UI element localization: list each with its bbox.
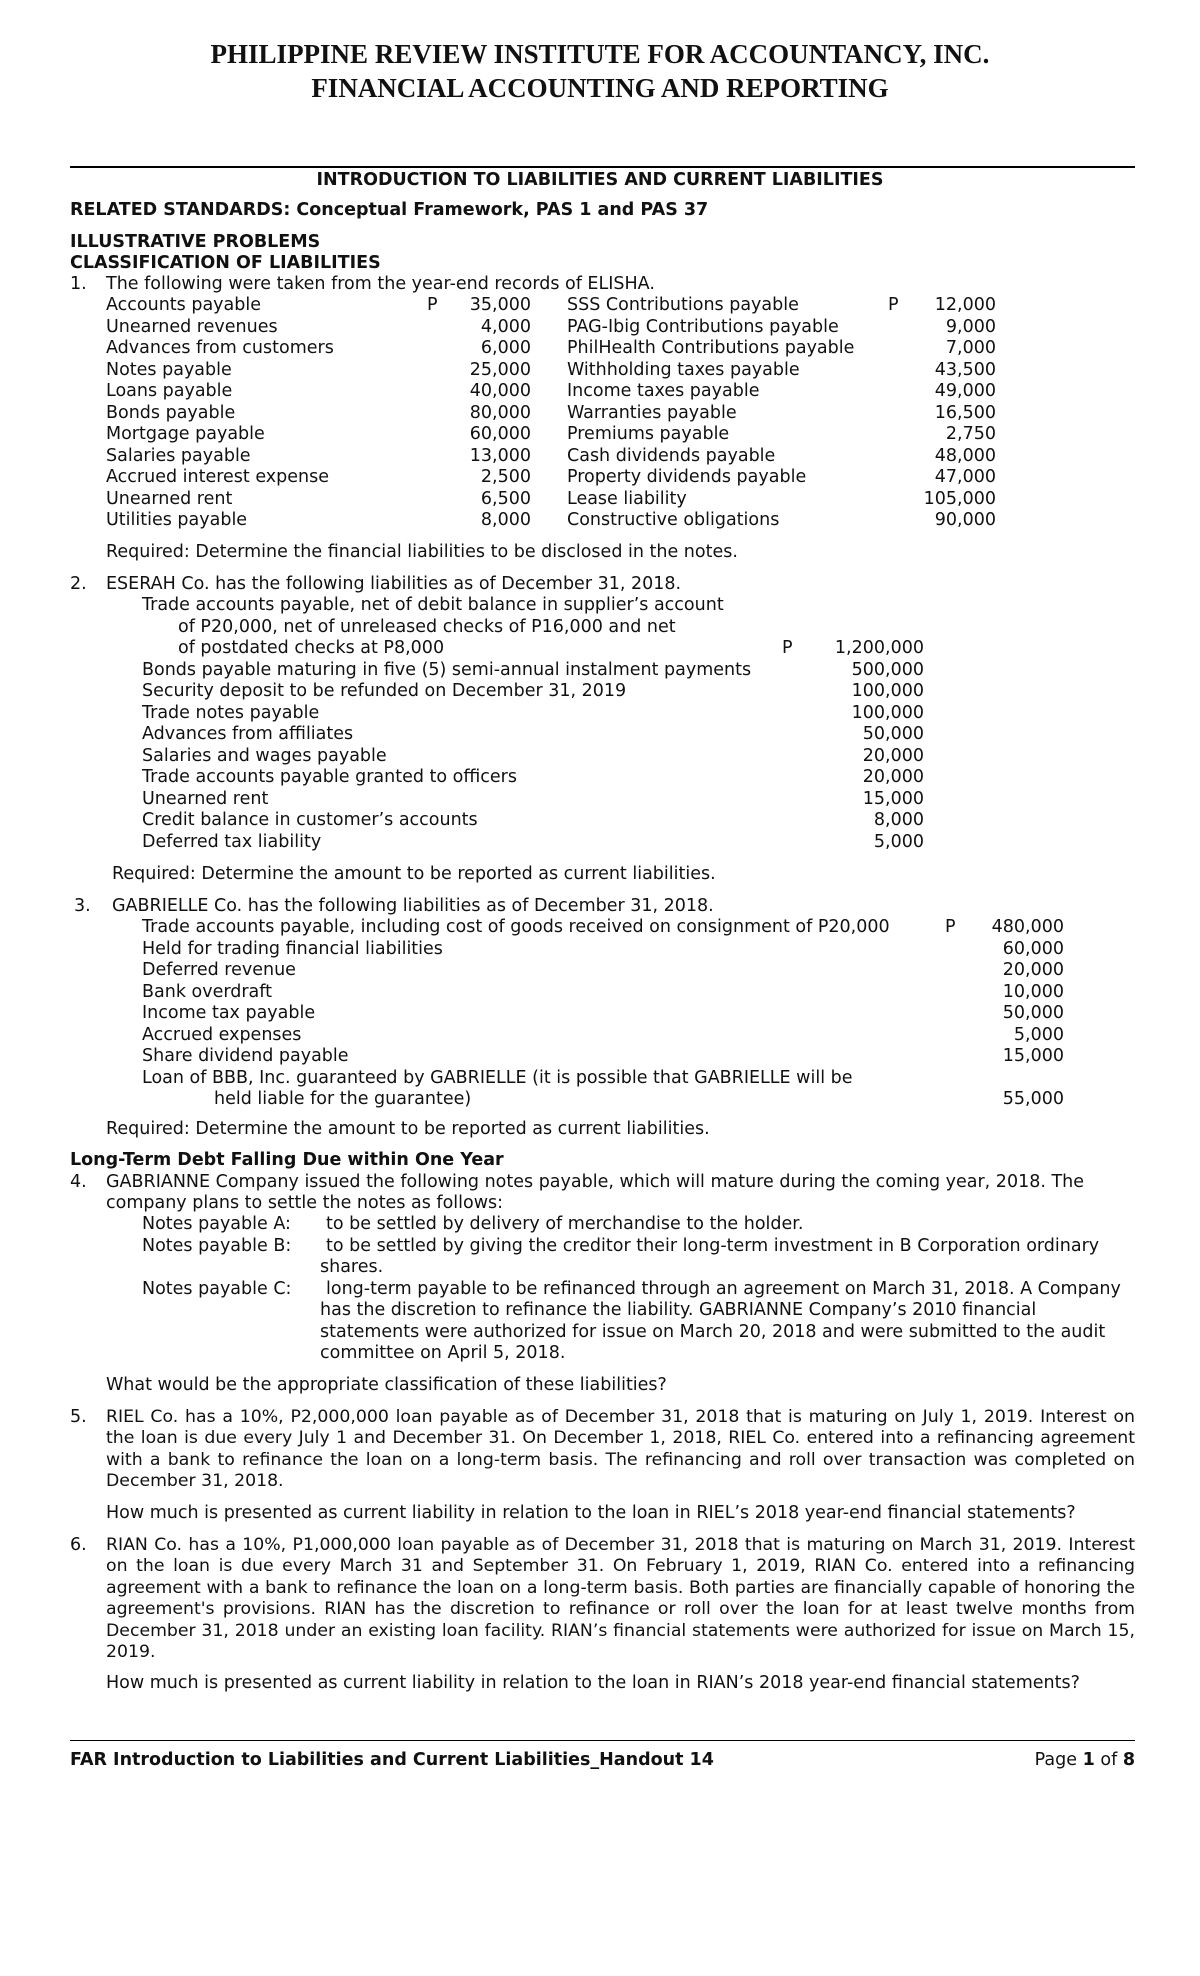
related-standards: RELATED STANDARDS: Conceptual Framework, PAS 1 and PAS 37 <box>70 200 709 220</box>
problem-2-number: 2. <box>70 574 87 594</box>
table-row <box>0 360 1200 382</box>
note-label: Notes payable C: <box>142 1278 292 1299</box>
left-label: Unearned revenues <box>106 316 278 337</box>
row-amount: 55,000 <box>1002 1089 1064 1109</box>
right-amount: 12,000 <box>934 295 996 315</box>
right-amount: 7,000 <box>945 338 996 358</box>
left-amount: 60,000 <box>469 424 531 444</box>
table-row <box>0 681 1200 703</box>
row-label: Deferred revenue <box>142 960 296 980</box>
right-label: Lease liability <box>567 488 687 509</box>
left-label: Bonds payable <box>106 402 236 423</box>
note-text: has the discretion to refinance the liability. GABRIANNE Company’s 2010 financial <box>320 1300 1037 1320</box>
row-amount: 100,000 <box>851 681 924 701</box>
row-label: Bonds payable maturing in five (5) semi-annual instalment payments <box>142 659 752 680</box>
table-row <box>0 467 1200 489</box>
currency-symbol: P <box>782 638 793 658</box>
section-long-term-debt: Long-Term Debt Falling Due within One Year <box>70 1150 504 1170</box>
footer-title: FAR Introduction to Liabilities and Current Liabilities_Handout 14 <box>70 1750 714 1770</box>
right-amount: 105,000 <box>923 488 996 509</box>
left-amount: 8,000 <box>480 510 531 530</box>
note-label: Notes payable B: <box>142 1235 292 1256</box>
note-line <box>0 1322 1200 1344</box>
table-row <box>0 403 1200 425</box>
row-label: Security deposit to be refunded on December 31, 2019 <box>142 681 627 701</box>
right-amount: 49,000 <box>934 381 996 401</box>
left-label: Unearned rent <box>106 488 233 509</box>
note-line <box>0 1279 1200 1301</box>
problem-3-intro: GABRIELLE Co. has the following liabilities as of December 31, 2018. <box>112 896 714 916</box>
problem-4-number: 4. <box>70 1172 87 1192</box>
table-row <box>0 595 1200 617</box>
row-amount: 500,000 <box>851 659 924 680</box>
right-amount: 9,000 <box>945 316 996 337</box>
table-row <box>0 703 1200 725</box>
page-of: of <box>1100 1750 1118 1770</box>
right-label: Cash dividends payable <box>567 445 776 466</box>
right-amount: 16,500 <box>934 402 996 423</box>
right-amount: 2,750 <box>945 424 996 444</box>
left-label: Accounts payable <box>106 295 261 315</box>
page-number <box>1035 1750 1135 1772</box>
problem-4-question: What would be the appropriate classification of these liabilities? <box>106 1375 667 1395</box>
row-amount: 10,000 <box>1002 981 1064 1002</box>
right-label: Constructive obligations <box>567 510 780 530</box>
row-amount: 15,000 <box>1002 1046 1064 1066</box>
table-row <box>0 939 1200 961</box>
note-text: committee on April 5, 2018. <box>320 1343 566 1363</box>
subject-title: FINANCIAL ACCOUNTING AND REPORTING <box>311 73 889 103</box>
table-row <box>0 1089 1200 1111</box>
note-text: to be settled by delivery of merchandise to the holder. <box>326 1214 804 1234</box>
problem-1-required: Required: Determine the financial liabilities to be disclosed in the notes. <box>106 542 738 562</box>
right-label: PAG-Ibig Contributions payable <box>567 316 839 337</box>
footer-rule <box>70 1740 1135 1741</box>
table-row <box>0 746 1200 768</box>
note-text: statements were authorized for issue on March 20, 2018 and were submitted to the audit <box>320 1321 1106 1342</box>
section-classification: CLASSIFICATION OF LIABILITIES <box>70 253 381 273</box>
note-line <box>0 1257 1200 1279</box>
right-label: Warranties payable <box>567 402 737 423</box>
problem-2-intro: ESERAH Co. has the following liabilities as of December 31, 2018. <box>106 574 682 594</box>
row-amount: 480,000 <box>991 917 1064 937</box>
problem-2-table <box>0 595 1200 853</box>
row-amount: 1,200,000 <box>834 638 924 658</box>
row-amount: 8,000 <box>873 810 924 830</box>
left-amount: 2,500 <box>480 467 531 487</box>
right-label: Property dividends payable <box>567 467 807 487</box>
note-line <box>0 1236 1200 1258</box>
left-label: Utilities payable <box>106 510 248 530</box>
right-amount: 47,000 <box>934 467 996 487</box>
left-label: Salaries payable <box>106 445 251 466</box>
row-label: Deferred tax liability <box>142 831 322 852</box>
table-row <box>0 1046 1200 1068</box>
problem-4-notes <box>0 1214 1200 1365</box>
note-line <box>0 1300 1200 1322</box>
top-rule <box>70 166 1135 168</box>
currency-symbol: P <box>427 295 438 315</box>
left-label: Accrued interest expense <box>106 467 329 487</box>
row-label: Trade notes payable <box>142 702 320 723</box>
currency-symbol: P <box>888 295 899 315</box>
table-row <box>0 982 1200 1004</box>
table-row <box>0 917 1200 939</box>
currency-symbol: P <box>945 917 956 937</box>
right-label: Withholding taxes payable <box>567 359 800 380</box>
problem-6-text: RIAN Co. has a 10%, P1,000,000 loan payable as of December 31, 2018 that is maturing on March 31, 2019. Interest on the loan is due every March 31 and September 31. On February 1, 2019, RIAN Co. entered into a refinancing agreement with a bank to refinance the loan on a long-term basis. Both parties are financially capable of honoring the agreement's provisions. RIAN has the discretion to refinance or roll over the loan for at least twelve months from December 31, 2018 under an existing loan facility. RIAN’s financial statements were authorized for issue on March 15, 2019. <box>106 1535 1135 1663</box>
table-row <box>0 489 1200 511</box>
table-row <box>0 295 1200 317</box>
row-amount: 20,000 <box>862 745 924 766</box>
table-row <box>0 617 1200 639</box>
left-amount: 25,000 <box>469 359 531 380</box>
note-line <box>0 1214 1200 1236</box>
topic-title: INTRODUCTION TO LIABILITIES AND CURRENT LIABILITIES <box>316 170 884 190</box>
row-label: Trade accounts payable granted to officers <box>142 767 517 787</box>
page-prefix: Page <box>1034 1750 1078 1770</box>
row-label: Held for trading financial liabilities <box>142 938 443 959</box>
row-label: Credit balance in customer’s accounts <box>142 810 478 830</box>
table-row <box>0 724 1200 746</box>
row-label: held liable for the guarantee) <box>214 1089 472 1109</box>
problem-3-required: Required: Determine the amount to be reported as current liabilities. <box>106 1119 710 1139</box>
table-row <box>0 446 1200 468</box>
problem-4-line-2: company plans to settle the notes as follows: <box>106 1193 504 1213</box>
table-row <box>0 510 1200 532</box>
left-label: Notes payable <box>106 359 232 380</box>
row-label: Loan of BBB, Inc. guaranteed by GABRIELLE (it is possible that GABRIELLE will be <box>142 1067 853 1088</box>
note-text: shares. <box>320 1257 384 1277</box>
row-amount: 5,000 <box>1013 1024 1064 1045</box>
row-label: of P20,000, net of unreleased checks of P16,000 and net <box>178 616 676 637</box>
note-label: Notes payable A: <box>142 1214 291 1234</box>
row-label: Share dividend payable <box>142 1046 349 1066</box>
org-name: PHILIPPINE REVIEW INSTITUTE FOR ACCOUNTANCY, INC. <box>210 39 990 69</box>
left-amount: 6,000 <box>480 338 531 358</box>
problem-3-number: 3. <box>74 896 91 916</box>
table-row <box>0 660 1200 682</box>
row-amount: 15,000 <box>862 788 924 809</box>
right-amount: 43,500 <box>934 359 996 380</box>
row-label: Trade accounts payable, net of debit balance in supplier’s account <box>142 595 724 615</box>
right-amount: 90,000 <box>934 510 996 530</box>
row-label: Accrued expenses <box>142 1024 302 1045</box>
right-label: Premiums payable <box>567 424 730 444</box>
table-row <box>0 338 1200 360</box>
right-label: PhilHealth Contributions payable <box>567 338 855 358</box>
table-row <box>0 1025 1200 1047</box>
problem-6-question: How much is presented as current liability in relation to the loan in RIAN’s 2018 year-end financial statements? <box>106 1673 1080 1693</box>
right-label: SSS Contributions payable <box>567 295 799 315</box>
problem-4-line-1: GABRIANNE Company issued the following notes payable, which will mature during the coming year, 2018. The <box>106 1172 1085 1192</box>
row-amount: 50,000 <box>1002 1003 1064 1023</box>
row-amount: 100,000 <box>851 702 924 723</box>
table-row <box>0 317 1200 339</box>
row-amount: 60,000 <box>1002 938 1064 959</box>
table-row <box>0 381 1200 403</box>
row-label: of postdated checks at P8,000 <box>178 638 445 658</box>
table-row <box>0 832 1200 854</box>
left-amount: 6,500 <box>480 488 531 509</box>
right-amount: 48,000 <box>934 445 996 466</box>
right-label: Income taxes payable <box>567 381 760 401</box>
problem-1-number: 1. <box>70 274 87 294</box>
table-row <box>0 960 1200 982</box>
row-amount: 20,000 <box>862 767 924 787</box>
row-amount: 50,000 <box>862 724 924 744</box>
row-amount: 20,000 <box>1002 960 1064 980</box>
table-row <box>0 1068 1200 1090</box>
table-row <box>0 810 1200 832</box>
problem-5-text: RIEL Co. has a 10%, P2,000,000 loan payable as of December 31, 2018 that is maturing on July 1, 2019. Interest on the loan is due every July 1 and December 31. On December 1, 2018, RIEL Co. entered into a refinancing agreement with a bank to refinance the loan on a long-term basis. The refinancing and roll over transaction was completed on December 31, 2018. <box>106 1407 1135 1492</box>
left-label: Loans payable <box>106 381 233 401</box>
section-illustrative-problems: ILLUSTRATIVE PROBLEMS <box>70 232 321 252</box>
left-amount: 4,000 <box>480 316 531 337</box>
row-label: Salaries and wages payable <box>142 745 387 766</box>
left-amount: 35,000 <box>469 295 531 315</box>
problem-6-number: 6. <box>70 1535 87 1555</box>
table-row <box>0 767 1200 789</box>
row-amount: 5,000 <box>873 831 924 852</box>
left-amount: 80,000 <box>469 402 531 423</box>
left-label: Advances from customers <box>106 338 334 358</box>
left-label: Mortgage payable <box>106 424 265 444</box>
left-amount: 40,000 <box>469 381 531 401</box>
problem-3-table <box>0 917 1200 1111</box>
problem-5-question: How much is presented as current liability in relation to the loan in RIEL’s 2018 year-end financial statements? <box>106 1503 1076 1523</box>
left-amount: 13,000 <box>469 445 531 466</box>
problem-5-number: 5. <box>70 1407 87 1427</box>
note-line <box>0 1343 1200 1365</box>
problem-1-intro: The following were taken from the year-end records of ELISHA. <box>106 274 655 294</box>
row-label: Unearned rent <box>142 788 269 809</box>
row-label: Advances from affiliates <box>142 724 354 744</box>
problem-1-table <box>0 295 1200 532</box>
table-row <box>0 789 1200 811</box>
table-row <box>0 424 1200 446</box>
row-label: Trade accounts payable, including cost of goods received on consignment of P20,000 <box>142 917 890 937</box>
table-row <box>0 638 1200 660</box>
note-text: to be settled by giving the creditor their long-term investment in B Corporation ordinary <box>326 1235 1100 1256</box>
problem-2-required: Required: Determine the amount to be reported as current liabilities. <box>112 864 716 884</box>
table-row <box>0 1003 1200 1025</box>
row-label: Income tax payable <box>142 1003 316 1023</box>
page-total: 8 <box>1122 1750 1135 1770</box>
page-current: 1 <box>1082 1750 1095 1770</box>
row-label: Bank overdraft <box>142 981 272 1002</box>
note-text: long-term payable to be refinanced through an agreement on March 31, 2018. A Company <box>326 1278 1121 1299</box>
